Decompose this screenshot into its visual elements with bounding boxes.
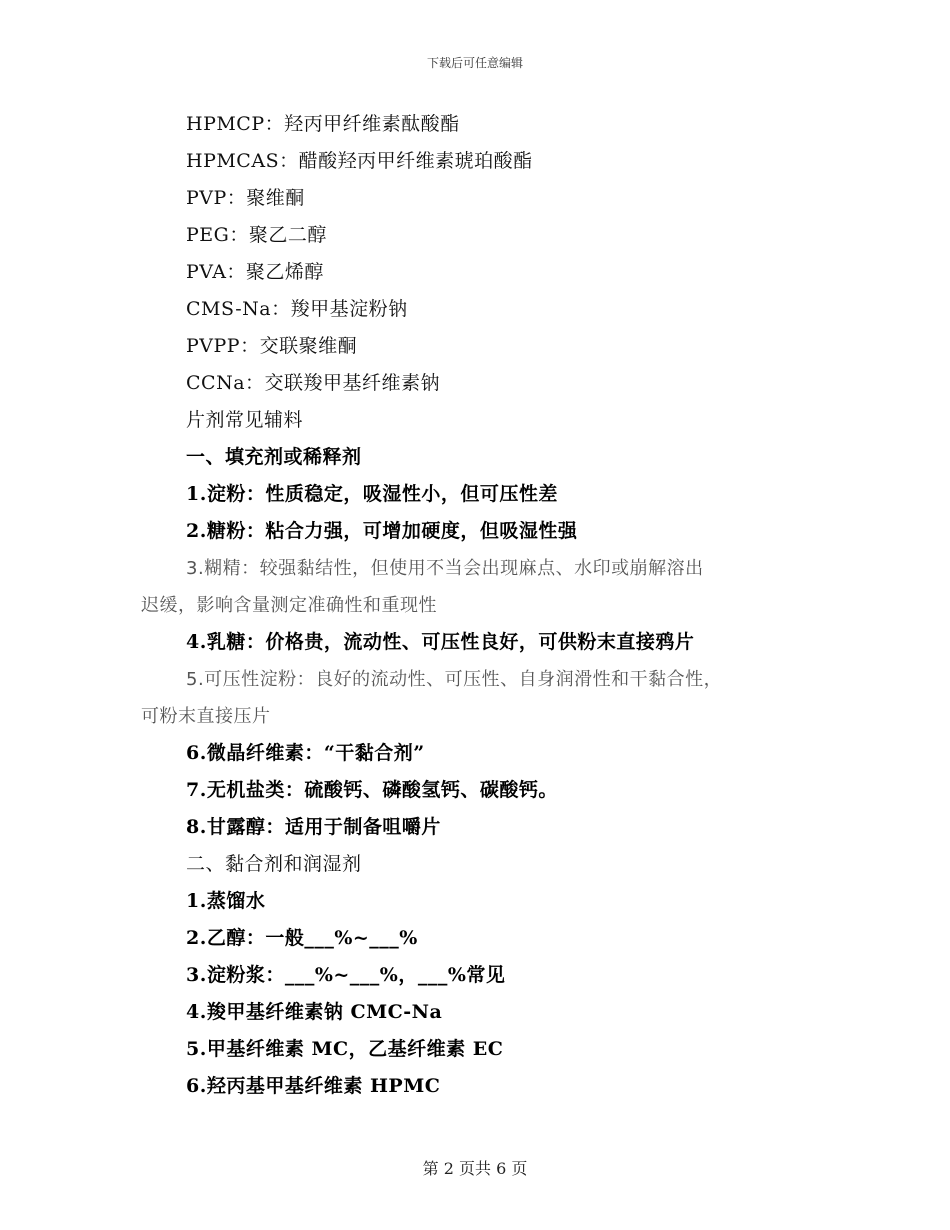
section-heading: 一、填充剂或稀释剂 bbox=[186, 446, 362, 468]
page-header: 下载后可任意编辑 bbox=[426, 56, 523, 70]
list-item: 6.微晶纤维素：“干黏合剂” bbox=[186, 742, 425, 764]
list-item: 5.甲基纤维素 MC，乙基纤维素 EC bbox=[186, 1038, 504, 1060]
page-footer: 第 2 页共 6 页 bbox=[422, 1159, 528, 1178]
text-line: CMS-Na：羧甲基淀粉钠 bbox=[186, 298, 408, 320]
text-line: PEG：聚乙二醇 bbox=[186, 224, 327, 246]
text-line: PVA：聚乙烯醇 bbox=[186, 261, 324, 283]
list-item: 1.淀粉：性质稳定，吸湿性小，但可压性差 bbox=[186, 483, 558, 505]
list-item: 2.乙醇：一般___%~___% bbox=[186, 927, 418, 949]
list-item: 2.糖粉：粘合力强，可增加硬度，但吸湿性强 bbox=[186, 520, 578, 542]
list-item-continuation: 可粉末直接压片 bbox=[141, 706, 271, 727]
text-line: CCNa：交联羧甲基纤维素钠 bbox=[186, 372, 441, 394]
list-item: 3.糊精：较强黏结性，但使用不当会出现麻点、水印或崩解溶出 bbox=[186, 558, 704, 579]
list-item: 6.羟丙基甲基纤维素 HPMC bbox=[186, 1075, 441, 1097]
list-item-continuation: 迟缓，影响含量测定准确性和重现性 bbox=[141, 595, 437, 616]
section-heading: 二、黏合剂和润湿剂 bbox=[186, 853, 362, 875]
text-line: HPMCAS：醋酸羟丙甲纤维素琥珀酸酯 bbox=[186, 150, 533, 172]
section-label: 片剂常见辅料 bbox=[186, 409, 304, 431]
list-item: 1.蒸馏水 bbox=[186, 890, 266, 912]
list-item: 3.淀粉浆：___%~___%，___%常见 bbox=[186, 964, 506, 986]
list-item: 8.甘露醇：适用于制备咀嚼片 bbox=[186, 816, 441, 838]
text-line: PVP：聚维酮 bbox=[186, 187, 305, 209]
list-item: 4.乳糖：价格贵，流动性、可压性良好，可供粉末直接鸦片 bbox=[186, 631, 695, 653]
list-item: 4.羧甲基纤维素钠 CMC-Na bbox=[186, 1001, 443, 1023]
list-item: 5.可压性淀粉：良好的流动性、可压性、自身润滑性和干黏合性， bbox=[186, 669, 723, 690]
list-item: 7.无机盐类：硫酸钙、磷酸氢钙、碳酸钙。 bbox=[186, 779, 558, 801]
text-line: PVPP：交联聚维酮 bbox=[186, 335, 358, 357]
text-line: HPMCP：羟丙甲纤维素酞酸酯 bbox=[186, 113, 460, 135]
document-body bbox=[141, 106, 821, 1105]
